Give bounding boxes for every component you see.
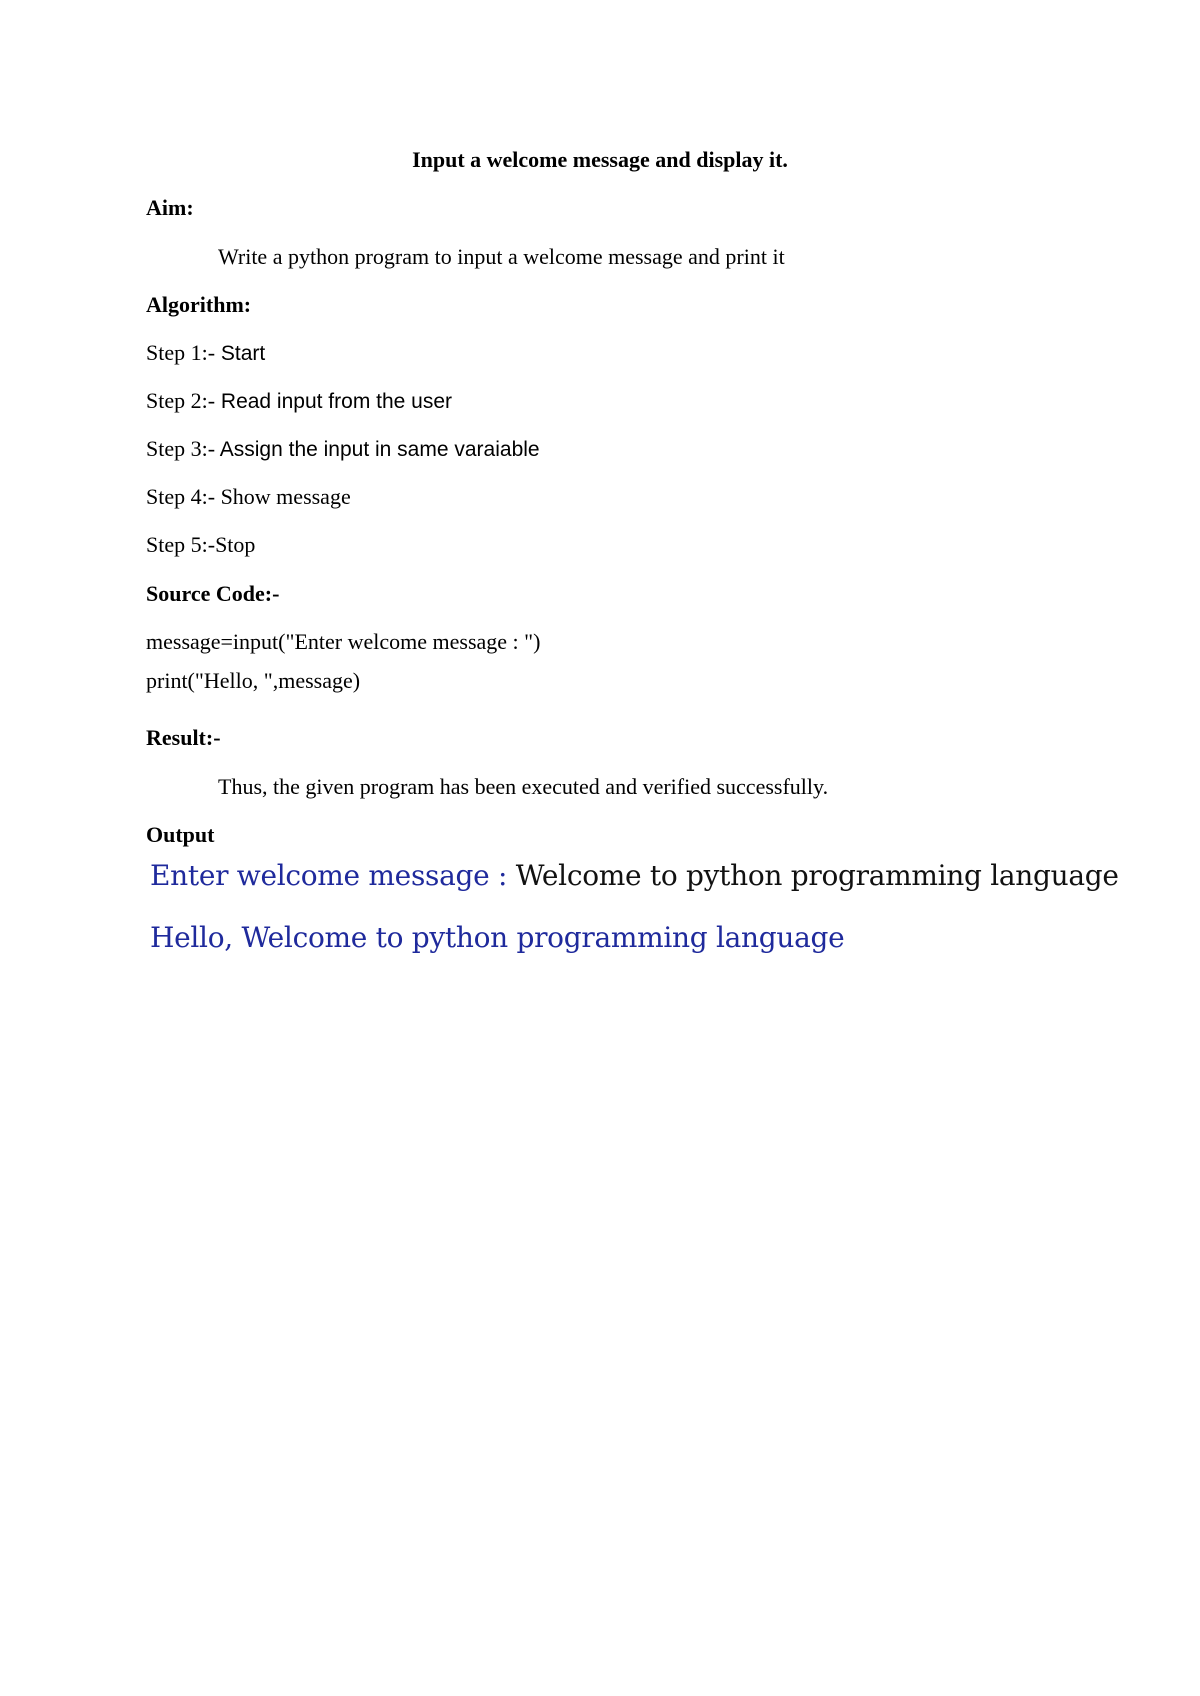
algorithm-step (146, 484, 351, 510)
source-code-heading: Source Code:- (146, 581, 280, 606)
output-user-input: Welcome to python programming language (515, 859, 1119, 892)
step-text: Assign the input in same varaiable (215, 438, 540, 461)
step-prefix: Step 2:- (146, 388, 216, 413)
output-heading: Output (146, 822, 215, 847)
step-prefix: Step 4:- (146, 484, 216, 509)
algorithm-step (146, 340, 265, 367)
step-text: Start (215, 342, 266, 365)
step-text: Read input from the user (215, 390, 453, 413)
code-line: print("Hello, ",message) (146, 668, 361, 693)
step-prefix: Step 1:- (146, 340, 216, 365)
step-prefix: Step 5:- (146, 532, 216, 557)
aim-heading: Aim: (146, 195, 194, 220)
algorithm-step (146, 388, 452, 415)
step-prefix: Step 3:- (146, 436, 216, 461)
result-heading: Result:- (146, 725, 221, 750)
algorithm-step (146, 436, 540, 463)
output-console-line (150, 859, 1119, 893)
aim-text: Write a python program to input a welcome message and print it (218, 244, 785, 269)
algorithm-heading: Algorithm: (146, 292, 252, 317)
result-text: Thus, the given program has been executed and verified successfully. (218, 774, 829, 799)
step-text: Show message (215, 484, 351, 509)
step-text: Stop (215, 532, 256, 557)
output-prompt: Enter welcome message : (150, 859, 516, 892)
page-title: Input a welcome message and display it. (412, 147, 788, 172)
output-result-line: Hello, Welcome to python programming language (150, 921, 845, 954)
code-line: message=input("Enter welcome message : ") (146, 629, 541, 654)
algorithm-step (146, 532, 255, 558)
